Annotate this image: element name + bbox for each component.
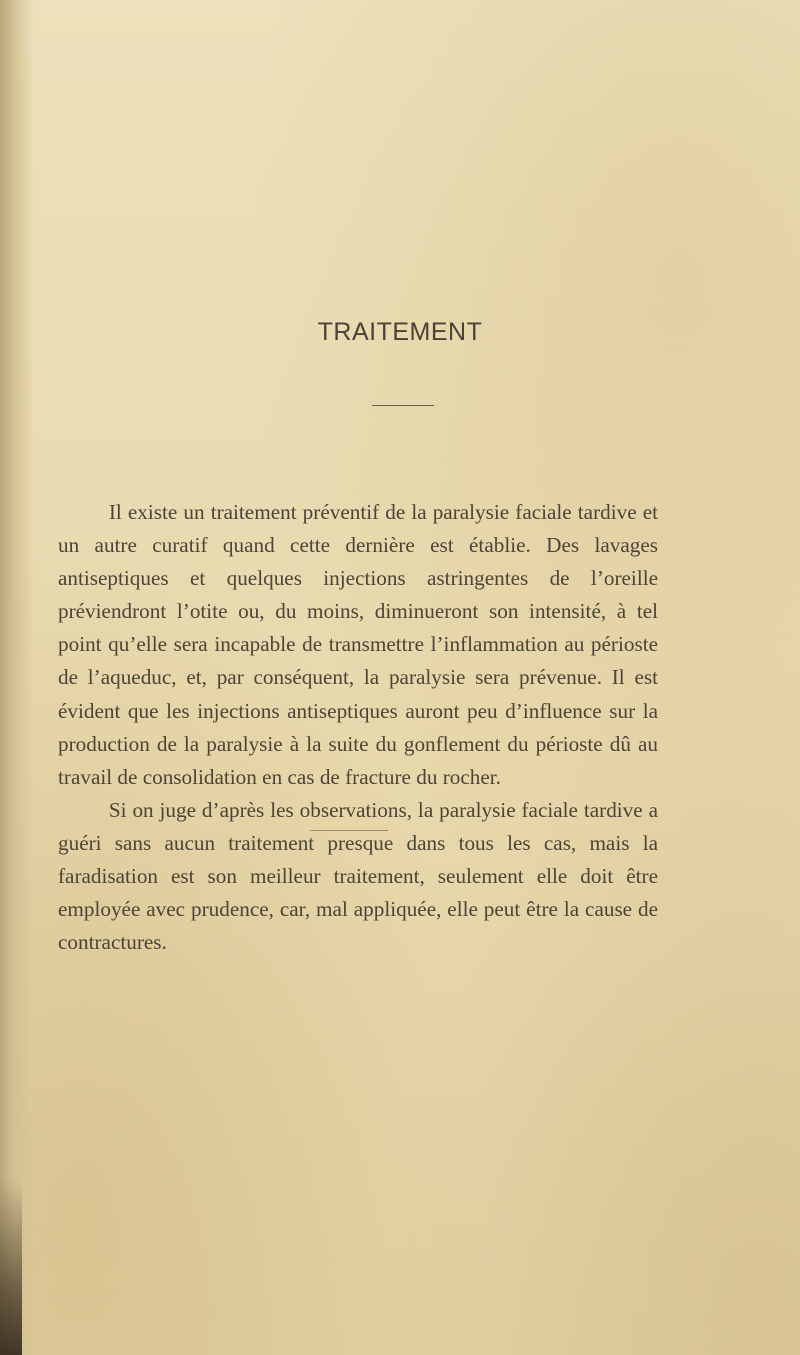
title-divider <box>372 405 434 406</box>
section-title: TRAITEMENT <box>317 318 483 346</box>
paragraph-2: Si on juge d’après les observations, la paralysie faciale tardive a guéri sans aucun traitement presque dans tous les cas, mais la faradisation est son meilleur traitement, seulement elle doit être employée avec prudence, car, mal appliquée, elle peut être la cause de contractures. <box>58 797 658 955</box>
body-text <box>58 496 658 959</box>
end-divider <box>310 830 388 831</box>
paragraph-1: Il existe un traitement préventif de la paralysie faciale tardive et un autre curatif quand cette dernière est établie. Des lavages antiseptiques et quelques injections astringentes de l’oreille préviendront l’otite ou, du moins, diminueront son intensité, à tel point qu’elle sera incapable de transmettre l’inflammation au périoste de l’aqueduc, et, par conséquent, la paralysie sera prévenue. Il est évident que les injections antiseptiques auront peu d’influence sur la production de la paralysie à la suite du gonflement du périoste dû au travail de consolidation en cas de fracture du rocher. <box>58 500 658 789</box>
